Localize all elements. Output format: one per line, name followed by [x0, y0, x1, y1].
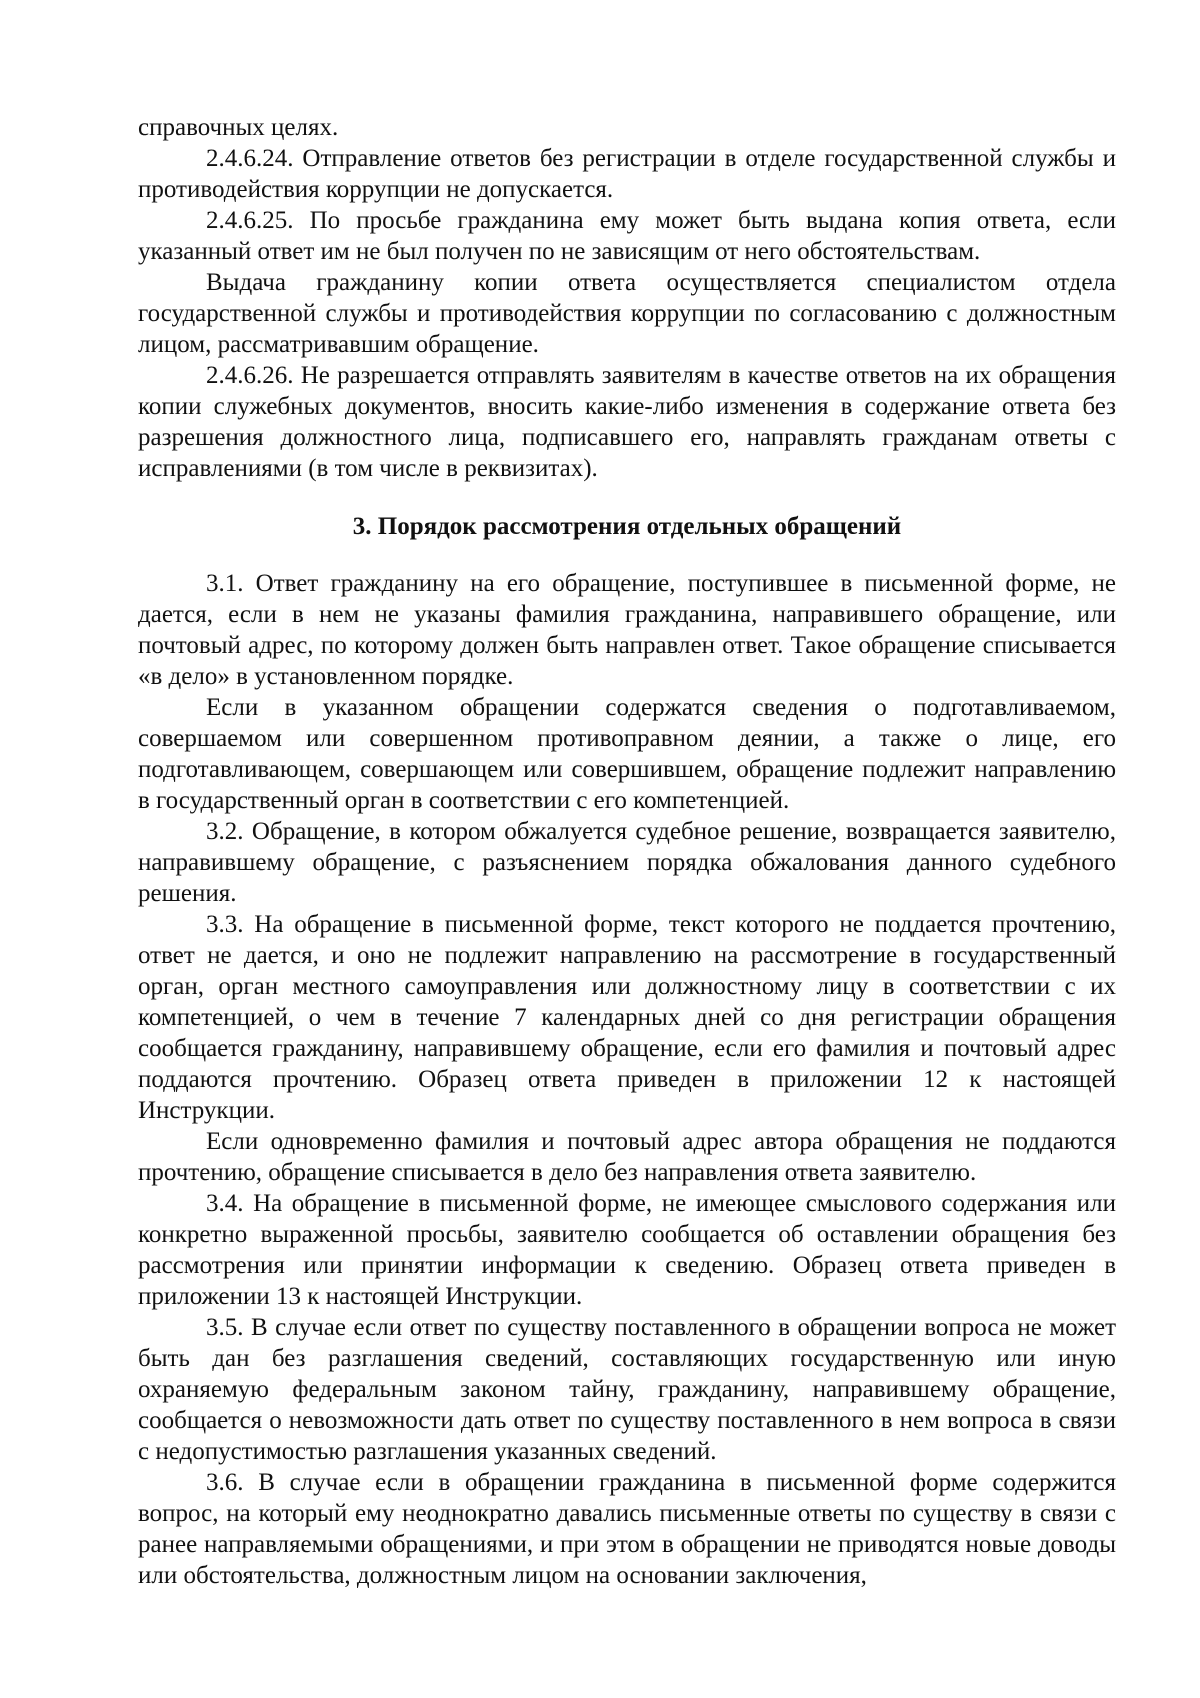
- paragraph-2-4-6-25: 2.4.6.25. По просьбе гражданина ему может быть выдана копия ответа, если указанный ответ им не был получен по не зависящим от него обстоятельствам.: [138, 207, 1116, 265]
- paragraph-3-3: 3.3. На обращение в письменной форме, текст которого не поддается прочтению, ответ не дается, и оно не подлежит направлению на рассмотрение в государственный орган, орган местного самоуправления или должностному лицу в соответствии с их компетенцией, о чем в течение 7 календарных дней со дня регистрации обращения сообщается гражданину, направившему обращение, если его фамилия и почтовый адрес поддаются прочтению. Образец ответа приведен в приложении 12 к настоящей Инструкции.: [138, 911, 1116, 1124]
- paragraph-3-1-extra: Если в указанном обращении содержатся сведения о подготавливаемом, совершаемом или совершенном противоправном деянии, а также о лице, его подготавливающем, совершающем или совершившем, обращение подлежит направлению в государственный орган в соответствии с его компетенцией.: [138, 694, 1116, 814]
- paragraph-3-4: 3.4. На обращение в письменной форме, не имеющее смыслового содержания или конкретно выраженной просьбы, заявителю сообщается об оставлении обращения без рассмотрения или принятии информации к сведению. Образец ответа приведен в приложении 13 к настоящей Инструкции.: [138, 1190, 1116, 1310]
- paragraph-3-5: 3.5. В случае если ответ по существу поставленного в обращении вопроса не может быть дан без разглашения сведений, составляющих государственную или иную охраняемую федеральным законом тайну, гражданину, направившему обращение, сообщается о невозможности дать ответ по существу поставленного в нем вопроса в связи с недопустимостью разглашения указанных сведений.: [138, 1314, 1116, 1465]
- paragraph-3-3-extra: Если одновременно фамилия и почтовый адрес автора обращения не поддаются прочтению, обращение списывается в дело без направления ответа заявителю.: [138, 1128, 1116, 1186]
- paragraph-copy-issuance: Выдача гражданину копии ответа осуществляется специалистом отдела государственной службы и противодействия коррупции по согласованию с должностным лицом, рассматривавшим обращение.: [138, 269, 1116, 358]
- paragraph-3-1: 3.1. Ответ гражданину на его обращение, поступившее в письменной форме, не дается, если в нем не указаны фамилия гражданина, направившего обращение, или почтовый адрес, по которому должен быть направлен ответ. Такое обращение списывается «в дело» в установленном порядке.: [138, 570, 1116, 690]
- document-page: [138, 112, 1116, 1591]
- paragraph-2-4-6-24: 2.4.6.24. Отправление ответов без регистрации в отделе государственной службы и противодействия коррупции не допускается.: [138, 145, 1116, 203]
- paragraph-3-6: 3.6. В случае если в обращении гражданина в письменной форме содержится вопрос, на который ему неоднократно давались письменные ответы по существу в связи с ранее направляемыми обращениями, и при этом в обращении не приводятся новые доводы или обстоятельства, должностным лицом на основании заключения,: [138, 1469, 1116, 1589]
- paragraph-3-2: 3.2. Обращение, в котором обжалуется судебное решение, возвращается заявителю, направившему обращение, с разъяснением порядка обжалования данного судебного решения.: [138, 818, 1116, 907]
- section-heading: 3. Порядок рассмотрения отдельных обращений: [352, 513, 902, 540]
- paragraph-2-4-6-26: 2.4.6.26. Не разрешается отправлять заявителям в качестве ответов на их обращения копии служебных документов, вносить какие-либо изменения в содержание ответа без разрешения должностного лица, подписавшего его, направлять гражданам ответы с исправлениями (в том числе в реквизитах).: [138, 362, 1116, 482]
- paragraph-continuation: справочных целях.: [138, 114, 339, 141]
